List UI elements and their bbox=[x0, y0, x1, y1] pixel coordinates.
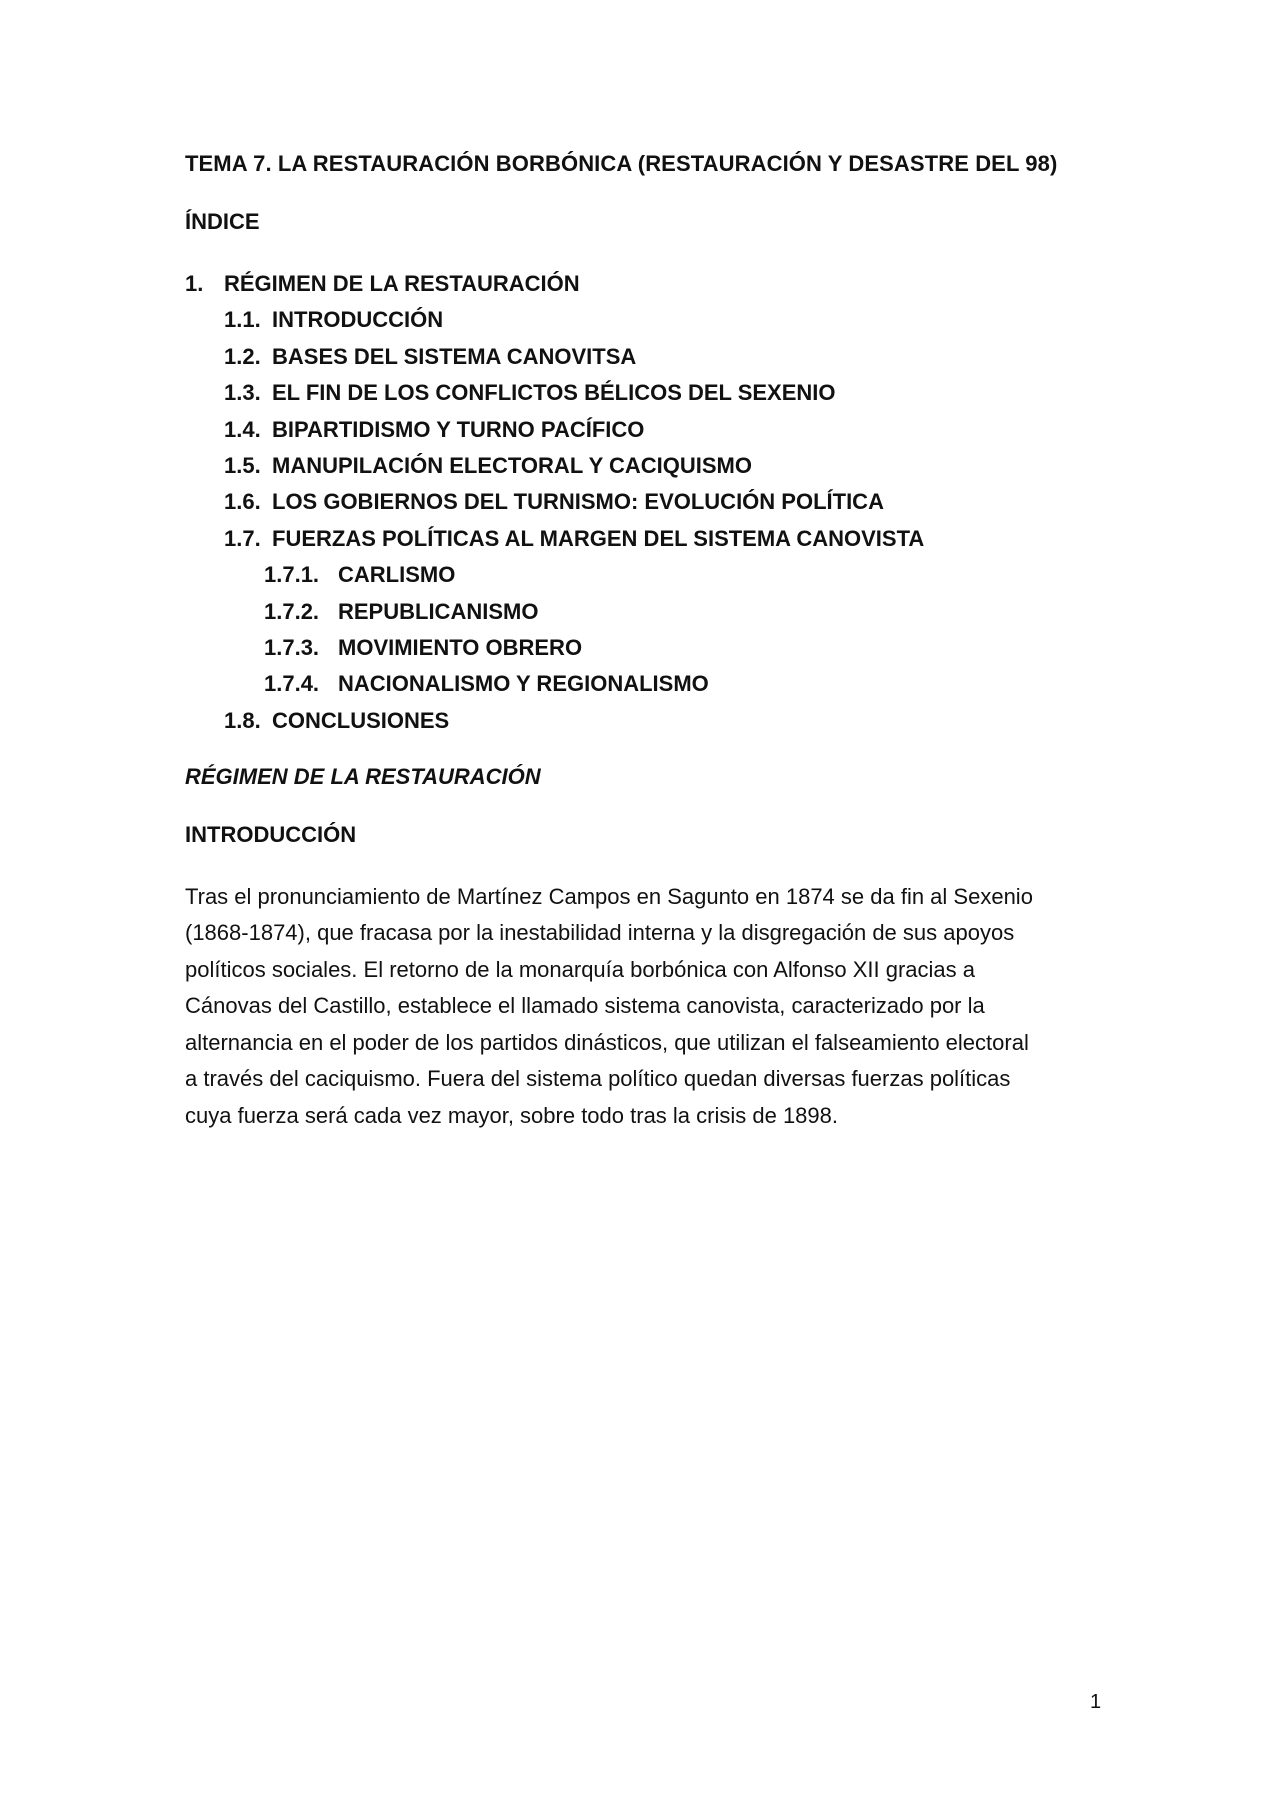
toc-item bbox=[185, 375, 1105, 411]
toc-item-number: 1.7.2. bbox=[264, 598, 320, 624]
body-paragraph bbox=[185, 879, 1105, 1134]
toc-item-label: REPUBLICANISMO bbox=[338, 598, 539, 624]
toc-item-number: 1.6. bbox=[224, 489, 261, 515]
toc-item-label: INTRODUCCIÓN bbox=[272, 307, 444, 333]
toc-item-number: 1.7.3. bbox=[264, 634, 320, 660]
section-heading: RÉGIMEN DE LA RESTAURACIÓN bbox=[185, 764, 541, 790]
paragraph-line: políticos sociales. El retorno de la monarquía borbónica con Alfonso XII gracias a bbox=[185, 956, 976, 982]
toc-item bbox=[185, 448, 1105, 484]
paragraph-line: cuya fuerza será cada vez mayor, sobre todo tras la crisis de 1898. bbox=[185, 1102, 838, 1128]
toc-item-label: RÉGIMEN DE LA RESTAURACIÓN bbox=[224, 271, 580, 296]
toc-item bbox=[185, 339, 1105, 375]
toc-item-number: 1.4. bbox=[224, 416, 261, 442]
toc-item bbox=[185, 266, 1105, 302]
toc-item-number: 1.2. bbox=[224, 343, 261, 369]
paragraph-line: alternancia en el poder de los partidos dinásticos, que utilizan el falseamiento electoral bbox=[185, 1029, 1029, 1055]
document-title: TEMA 7. LA RESTAURACIÓN BORBÓNICA (RESTAURACIÓN Y DESASTRE DEL 98) bbox=[185, 151, 1058, 176]
toc-item-number: 1. bbox=[185, 271, 204, 296]
toc-item-label: LOS GOBIERNOS DEL TURNISMO: EVOLUCIÓN POLÍTICA bbox=[272, 489, 884, 515]
toc-item-label: NACIONALISMO Y REGIONALISMO bbox=[338, 671, 709, 697]
toc-item-label: MOVIMIENTO OBRERO bbox=[338, 634, 583, 660]
toc-item bbox=[185, 412, 1105, 448]
toc-item-number: 1.8. bbox=[224, 707, 261, 733]
document-page bbox=[185, 150, 1105, 1134]
toc-item-label: MANUPILACIÓN ELECTORAL Y CACIQUISMO bbox=[272, 452, 752, 478]
paragraph-line: a través del caciquismo. Fuera del sistema político quedan diversas fuerzas políticas bbox=[185, 1066, 1011, 1092]
page-number: 1 bbox=[1090, 1691, 1102, 1713]
toc-item-number: 1.1. bbox=[224, 307, 261, 333]
toc-item-label: BASES DEL SISTEMA CANOVITSA bbox=[272, 343, 637, 369]
toc-item bbox=[185, 557, 1105, 593]
toc-item bbox=[185, 302, 1105, 338]
toc-item bbox=[185, 594, 1105, 630]
toc-item-number: 1.5. bbox=[224, 452, 261, 478]
toc-item-number: 1.7. bbox=[224, 525, 261, 551]
toc-item bbox=[185, 666, 1105, 702]
toc-item-number: 1.7.4. bbox=[264, 671, 320, 697]
toc-item-label: CONCLUSIONES bbox=[272, 707, 450, 733]
toc-item-label: EL FIN DE LOS CONFLICTOS BÉLICOS DEL SEXENIO bbox=[272, 380, 836, 406]
table-of-contents bbox=[185, 266, 1105, 739]
toc-item-number: 1.3. bbox=[224, 380, 261, 406]
toc-item-label: FUERZAS POLÍTICAS AL MARGEN DEL SISTEMA CANOVISTA bbox=[272, 525, 925, 551]
toc-item bbox=[185, 630, 1105, 666]
paragraph-line: Tras el pronunciamiento de Martínez Campos en Sagunto en 1874 se da fin al Sexenio bbox=[185, 884, 1033, 910]
toc-item bbox=[185, 703, 1105, 739]
toc-item bbox=[185, 484, 1105, 520]
sub-heading: INTRODUCCIÓN bbox=[185, 822, 357, 848]
paragraph-line: Cánovas del Castillo, establece el llamado sistema canovista, caracterizado por la bbox=[185, 993, 985, 1019]
toc-item-number: 1.7.1. bbox=[264, 562, 320, 588]
paragraph-line: (1868-1874), que fracasa por la inestabilidad interna y la disgregación de sus apoyos bbox=[185, 920, 1015, 946]
toc-item bbox=[185, 521, 1105, 557]
toc-item-label: BIPARTIDISMO Y TURNO PACÍFICO bbox=[272, 416, 645, 442]
toc-item-label: CARLISMO bbox=[338, 562, 456, 588]
index-heading: ÍNDICE bbox=[185, 209, 260, 234]
